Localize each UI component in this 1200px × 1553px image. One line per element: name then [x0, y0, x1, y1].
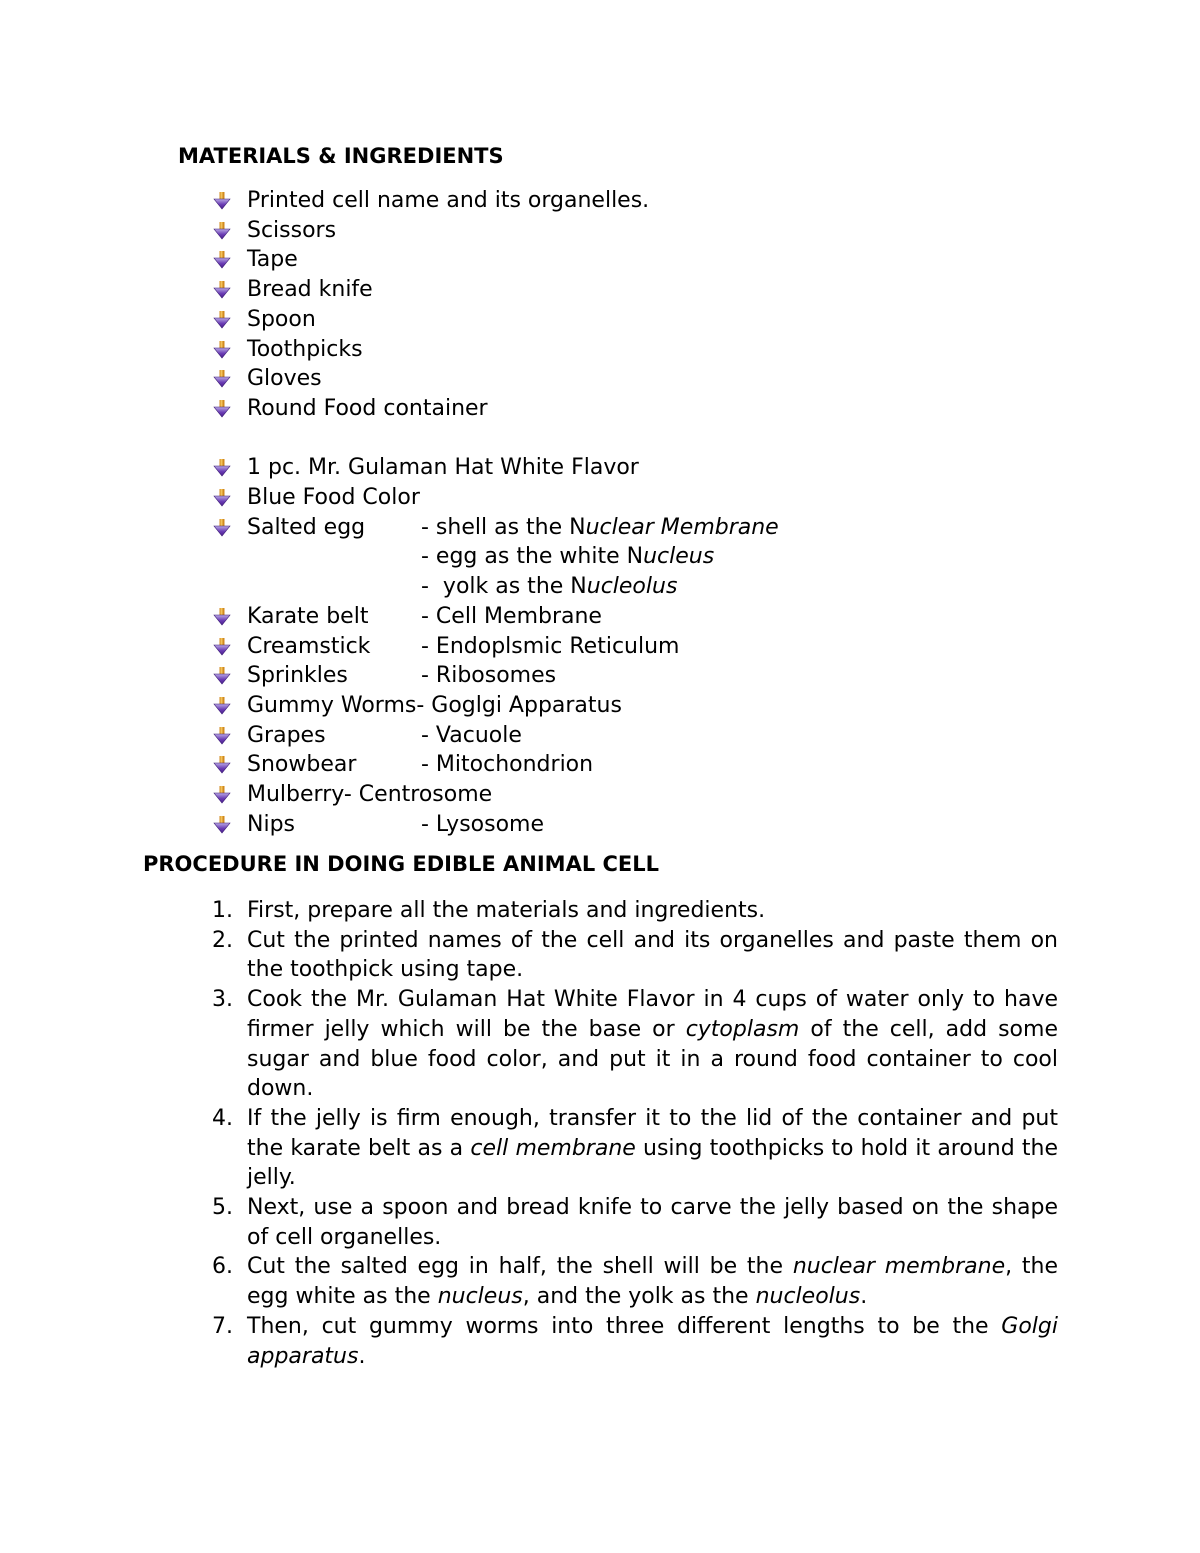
arrow-bullet-icon: [212, 192, 232, 210]
procedure-step: 7. Then, cut gummy worms into three different lengths to be the Golgi apparatus.: [212, 1313, 1058, 1369]
procedure-step: 3. Cook the Mr. Gulaman Hat White Flavor in 4 cups of water only to have firmer jelly which will be the base or cytoplasm of the cell, add some sugar and blue food color, and put it in a round food container to cool down.: [212, 987, 1058, 1102]
procedure-step: 6. Cut the salted egg in half, the shell will be the nuclear membrane, the egg white as the nucleus, and the yolk as the nucleolus.: [212, 1254, 1059, 1310]
procedure-steps: [212, 896, 1058, 1371]
arrow-bullet-icon: [212, 341, 232, 359]
procedure-step: 5. Next, use a spoon and bread knife to carve the jelly based on the shape of cell organelles.: [212, 1195, 1058, 1250]
document-page: MATERIALS & INGREDIENTS Printed cell name and its organelles. Scissors Tape Bread knife Spoon Toothpicks Gloves Round Food container 1 pc. Mr. Gulaman Hat White Flavor Blue Food Color Salted egg - shell as the Nuclear Membrane - egg as the white Nucleus - yolk as the Nucleolus Karate belt - Cell Membrane Creamstick - Endoplsmic Reticulum Sprinkles - Ribosomes Gummy Worms- Goglgi Apparatus Grapes - Vacuole Snowbear - Mitochondrion Mulberry- Centrosome Nips - Lysosome PROCEDURE IN DOING EDIBLE ANIMAL CELL 1. First, prepare all the materials and ingredients. 2. Cut the printed names of the cell and its organelles and paste them on the toothpick using tape. 3. Cook the Mr. Gulaman Hat White Flavor in 4 cups of water only to have firmer jelly which will be the base or cytoplasm of the cell, add some sugar and blue food color, and put it in a round food container to cool down. 4. If the jelly is firm enough, transfer it to the lid of the container and put the karate belt as a cell membrane using toothpicks to hold it around the jelly. 5. Next, use a spoon and bread knife to carve the jelly based on the shape of cell organelles. 6. Cut the salted egg in half, the shell will be the nuclear membrane, the egg white as the nucleus, and the yolk as the nucleolus. 7. Then, cut gummy worms into three different lengths to be the Golgi apparatus.: [0, 0, 1200, 1553]
arrow-bullet-icon: [212, 251, 232, 269]
arrow-bullet-icon: [212, 489, 232, 507]
item-description: - shell as the Nuclear Membrane: [421, 514, 779, 540]
item-description: - egg as the white Nucleus: [421, 544, 715, 570]
arrow-bullet-icon: [212, 756, 232, 774]
arrow-bullet-icon: [212, 222, 232, 240]
arrow-bullet-icon: [212, 667, 232, 685]
procedure-step: 4. If the jelly is firm enough, transfer it to the lid of the container and put the karate belt as a cell membrane using toothpicks to hold it around the jelly.: [212, 1105, 1058, 1191]
arrow-bullet-icon: [212, 786, 232, 804]
arrow-bullet-icon: [212, 311, 232, 329]
arrow-bullet-icon: [212, 697, 232, 715]
arrow-bullet-icon: [212, 727, 232, 745]
arrow-bullet-icon: [212, 370, 232, 388]
arrow-bullet-icon: [212, 816, 232, 834]
arrow-bullet-icon: [212, 400, 232, 418]
arrow-bullet-icon: [212, 281, 232, 299]
arrow-bullet-icon: [212, 638, 232, 656]
procedure-step: 2. Cut the printed names of the cell and its organelles and paste them on the toothpick using tape.: [212, 927, 1058, 983]
procedure-step: 1. First, prepare all the materials and ingredients.: [212, 898, 766, 923]
arrow-bullet-icon: [212, 519, 232, 537]
arrow-bullet-icon: [212, 608, 232, 626]
item-description: - yolk as the Nucleolus: [421, 574, 678, 600]
procedure-heading: PROCEDURE IN DOING EDIBLE ANIMAL CELL: [143, 852, 660, 876]
arrow-bullet-icon: [212, 459, 232, 477]
materials-heading: MATERIALS & INGREDIENTS: [178, 144, 504, 168]
